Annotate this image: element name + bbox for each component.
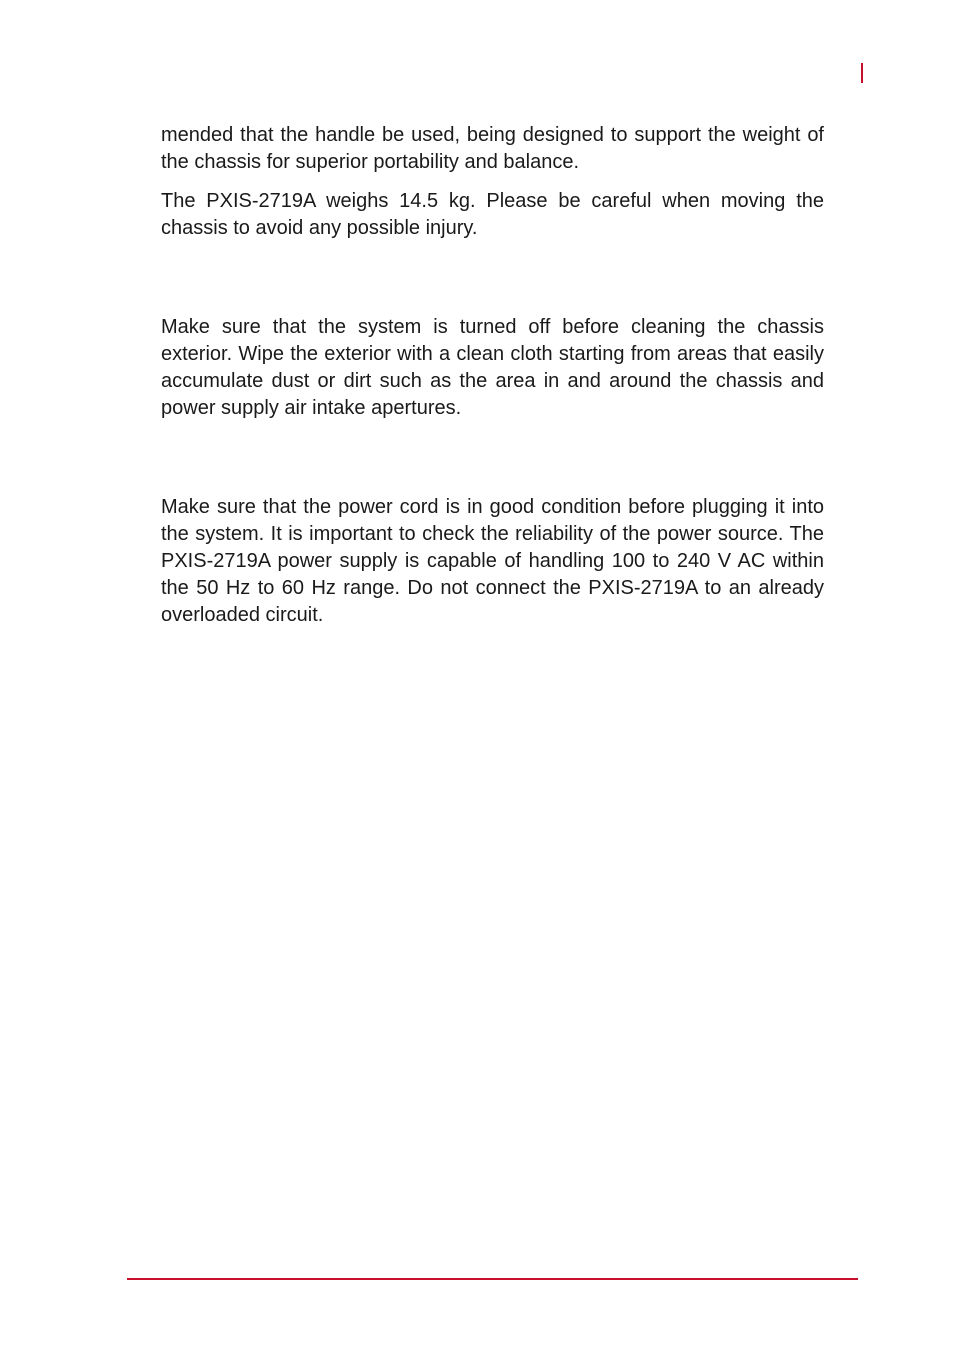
footer-divider xyxy=(127,1278,858,1280)
paragraph-weight-warning: The PXIS-2719A weighs 14.5 kg. Please be careful when moving the chassis to avoid any possible injury. xyxy=(161,190,824,239)
paragraph-power-supply: Make sure that the power cord is in good condition before plugging it into the system. It is important to check the reliability of the power source. The PXIS-2719A power supply is capable of handling 100 to 240 V AC within the 50 Hz to 60 Hz range. Do not connect the PXIS-2719A to an already overloaded circuit. xyxy=(161,496,824,626)
paragraph-cleaning: Make sure that the system is turned off before cleaning the chassis exterior. Wipe the exterior with a clean cloth starting from areas that easily accumulate dust or dirt such as the area in and around the chassis and power supply air intake apertures. xyxy=(161,316,824,419)
page-body xyxy=(161,122,824,629)
header-accent-marker xyxy=(861,63,863,83)
paragraph-handle-usage: mended that the handle be used, being designed to support the weight of the chassis for superior portability and balance. xyxy=(161,124,824,173)
